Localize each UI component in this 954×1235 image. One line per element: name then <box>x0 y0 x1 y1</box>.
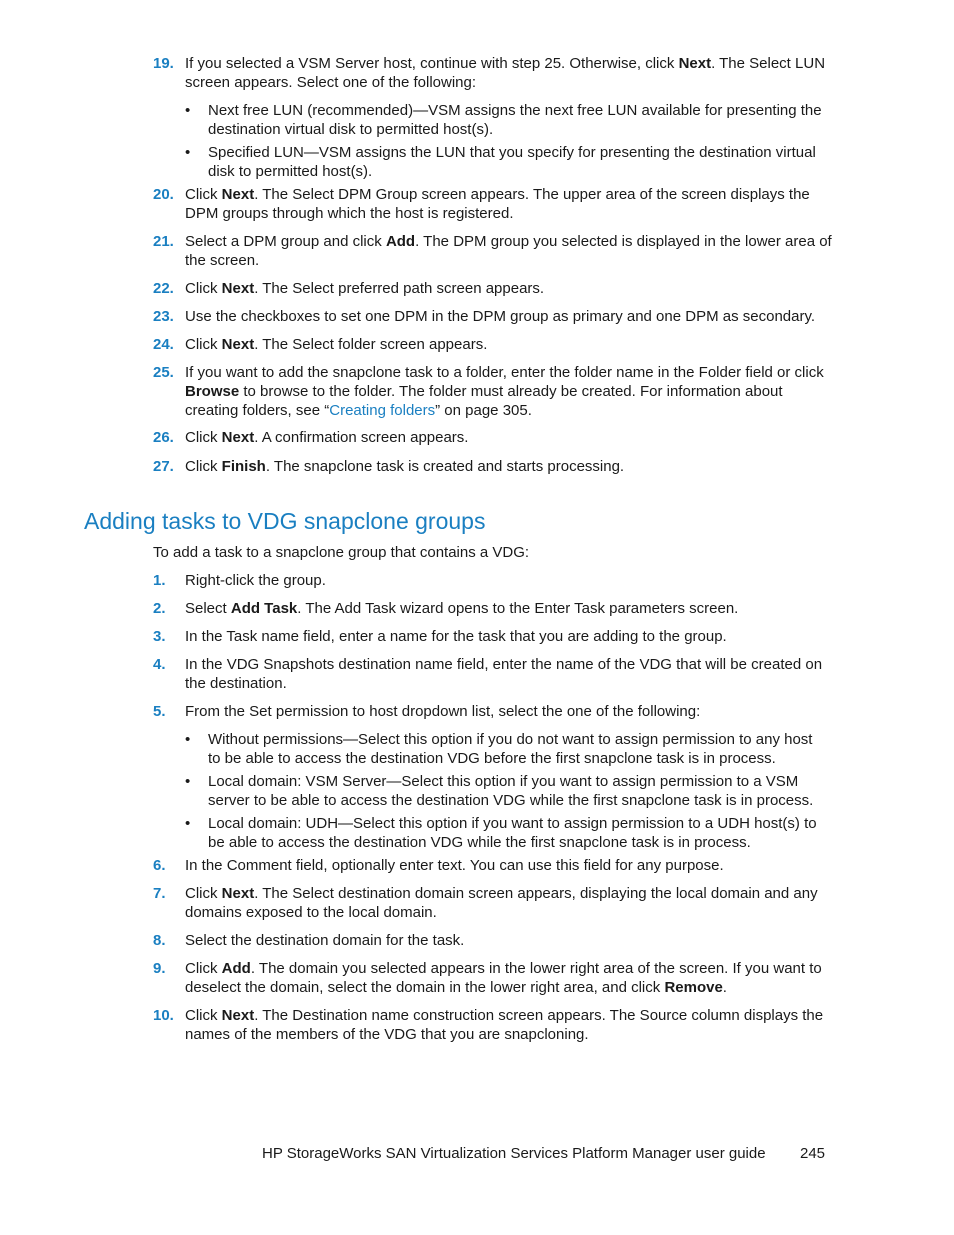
step-25 <box>153 363 833 420</box>
step-text: Right-click the group. <box>185 572 326 589</box>
bullet-mark: • <box>185 773 191 790</box>
bullet-mark: • <box>185 731 191 748</box>
bullet-item <box>185 772 825 810</box>
step-24 <box>153 335 833 354</box>
step-2 <box>153 599 833 618</box>
bullet-text: Next free LUN (recommended)—VSM assigns the next free LUN available for presenting the destination virtual disk to permitted host(s). <box>208 102 822 138</box>
step-text: Click Add. The domain you selected appears in the lower right area of the screen. If you want to deselect the domain, select the domain in the lower right area, and click Remove. <box>185 960 822 996</box>
step-number: 23. <box>153 308 174 325</box>
step-3 <box>153 627 833 646</box>
footer-guide-title: HP StorageWorks SAN Virtualization Services Platform Manager user guide <box>262 1145 766 1162</box>
step-number: 21. <box>153 233 174 250</box>
step-number: 27. <box>153 458 174 475</box>
step-text: Click Next. The Select folder screen appears. <box>185 336 488 353</box>
step-text: Select a DPM group and click Add. The DPM group you selected is displayed in the lower area of the screen. <box>185 233 832 269</box>
step-number: 22. <box>153 280 174 297</box>
step-number: 7. <box>153 885 166 902</box>
creating-folders-link[interactable]: Creating folders <box>329 402 436 419</box>
step-6 <box>153 856 833 875</box>
bullet-item <box>185 101 825 139</box>
footer-page-number: 245 <box>800 1145 826 1162</box>
step-text: Click Next. The Destination name construction screen appears. The Source column displays the names of the members of the VDG that you are snapcloning. <box>185 1007 824 1043</box>
step-27 <box>153 457 833 476</box>
bullet-mark: • <box>185 815 191 832</box>
step-number: 20. <box>153 186 174 203</box>
step-10 <box>153 1006 833 1044</box>
step-9 <box>153 959 833 997</box>
step-text: In the Task name field, enter a name for the task that you are adding to the group. <box>185 628 727 645</box>
step-text: Click Next. The Select preferred path screen appears. <box>185 280 545 297</box>
bullet-text: Without permissions—Select this option if you do not want to assign permission to any host to be able to access the destination VDG before the first snapclone task is in process. <box>208 731 813 767</box>
step-number: 4. <box>153 656 166 673</box>
step-text: Use the checkboxes to set one DPM in the DPM group as primary and one DPM as secondary. <box>185 308 816 325</box>
step-text: If you want to add the snapclone task to a folder, enter the folder name in the Folder field or click Browse to browse to the folder. The folder must already be created. For information about creating folders, see “Creating folders” on page 305. <box>185 364 824 419</box>
step-number: 24. <box>153 336 174 353</box>
step-5 <box>153 702 833 721</box>
bullet-text: Local domain: VSM Server—Select this option if you want to assign permission to a VSM server to be able to access the destination VDG while the first snapclone task is in process. <box>208 773 814 809</box>
bullet-item <box>185 814 825 852</box>
step-1 <box>153 571 833 590</box>
step-text: In the VDG Snapshots destination name field, enter the name of the VDG that will be created on the destination. <box>185 656 823 692</box>
step-number: 1. <box>153 572 166 589</box>
step-number: 25. <box>153 364 174 381</box>
step-23 <box>153 307 833 326</box>
step-text: Click Finish. The snapclone task is created and starts processing. <box>185 458 625 475</box>
step-text: In the Comment field, optionally enter text. You can use this field for any purpose. <box>185 857 724 874</box>
bullet-text: Local domain: UDH—Select this option if you want to assign permission to a UDH host(s) to be able to access the destination VDG while the first snapclone task is in process. <box>208 815 817 851</box>
step-8 <box>153 931 833 950</box>
step-number: 2. <box>153 600 166 617</box>
bullet-text: Specified LUN—VSM assigns the LUN that you specify for presenting the destination virtual disk to permitted host(s). <box>208 144 816 180</box>
section-heading: Adding tasks to VDG snapclone groups <box>84 508 486 534</box>
step-26 <box>153 428 833 447</box>
step-number: 3. <box>153 628 166 645</box>
bullet-item <box>185 730 825 768</box>
step-22 <box>153 279 833 298</box>
step-text: Click Next. A confirmation screen appears. <box>185 429 469 446</box>
bullet-item <box>185 143 825 181</box>
step-7 <box>153 884 833 922</box>
step-number: 19. <box>153 55 174 72</box>
step-number: 6. <box>153 857 166 874</box>
step-text: If you selected a VSM Server host, continue with step 25. Otherwise, click Next. The Select LUN screen appears. Select one of the following: <box>185 55 826 91</box>
step-number: 26. <box>153 429 174 446</box>
step-text: Select the destination domain for the task. <box>185 932 465 949</box>
step-number: 8. <box>153 932 166 949</box>
step-4 <box>153 655 833 693</box>
step-text: Select Add Task. The Add Task wizard opens to the Enter Task parameters screen. <box>185 600 739 617</box>
step-number: 10. <box>153 1007 174 1024</box>
step-20 <box>153 185 833 223</box>
step-19 <box>153 54 833 92</box>
step-number: 9. <box>153 960 166 977</box>
step-21 <box>153 232 833 270</box>
bullet-mark: • <box>185 102 191 119</box>
section-intro: To add a task to a snapclone group that contains a VDG: <box>153 544 530 561</box>
step-text: From the Set permission to host dropdown list, select the one of the following: <box>185 703 701 720</box>
step-text: Click Next. The Select destination domain screen appears, displaying the local domain and any domains exposed to the local domain. <box>185 885 818 921</box>
step-text: Click Next. The Select DPM Group screen appears. The upper area of the screen displays the DPM groups through which the host is registered. <box>185 186 810 222</box>
bullet-mark: • <box>185 144 191 161</box>
step-number: 5. <box>153 703 166 720</box>
